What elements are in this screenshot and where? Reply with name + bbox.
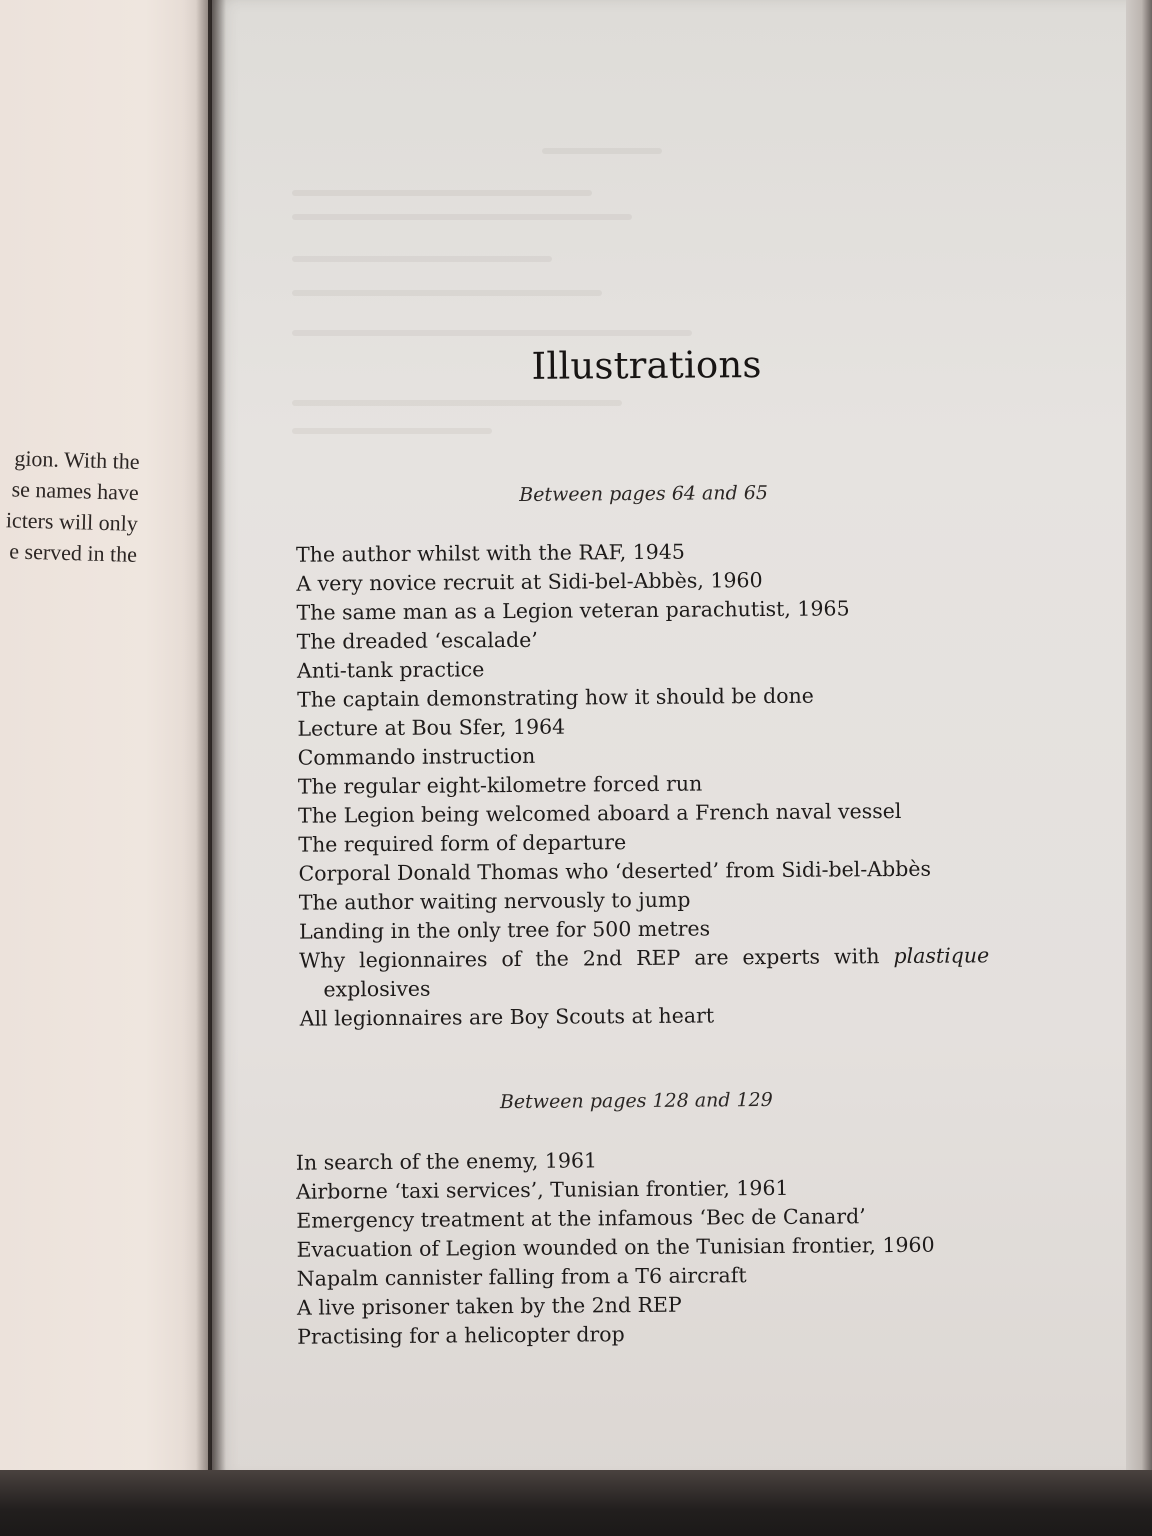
section-subtitle: Between pages 128 and 129 <box>499 1088 773 1114</box>
word: the <box>535 946 569 971</box>
illustration-list <box>296 1144 936 1352</box>
list-item: The Legion being welcomed aboard a French naval vessel <box>298 798 902 828</box>
list-item: A very novice recruit at Sidi-bel-Abbès, 1960 <box>296 568 763 596</box>
list-item: The dreaded ‘escalade’ <box>296 627 538 654</box>
list-item: A live prisoner taken by the 2nd REP <box>296 1292 682 1320</box>
list-item: Lecture at Bou Sfer, 1964 <box>297 714 566 741</box>
italic-word: plastique <box>893 943 990 969</box>
list-item: Corporal Donald Thomas who ‘deserted’ from Sidi-bel-Abbès <box>298 856 932 886</box>
list-item: The author whilst with the RAF, 1945 <box>295 539 685 567</box>
list-item-wrapped <box>299 941 989 1004</box>
word: are <box>694 945 729 970</box>
word: with <box>833 944 880 969</box>
word: experts <box>742 944 821 970</box>
list-item: Evacuation of Legion wounded on the Tunisian frontier, 1960 <box>296 1232 935 1262</box>
word: legionnaires <box>358 947 488 973</box>
list-item: All legionnaires are Boy Scouts at heart <box>299 1003 715 1031</box>
page-title: Illustrations <box>531 343 762 388</box>
left-line: icters will only <box>5 507 139 536</box>
list-item: The same man as a Legion veteran parachutist, 1965 <box>296 596 850 625</box>
list-item: Commando instruction <box>297 743 536 770</box>
left-line: e served in the <box>8 538 138 567</box>
list-item: The captain demonstrating how it should be done <box>297 683 814 712</box>
list-item: Emergency treatment at the infamous ‘Bec de Canard’ <box>296 1204 866 1233</box>
word: Why <box>299 948 346 973</box>
wrapped-line-continuation: explosives <box>323 976 431 1002</box>
left-line: se names have <box>11 476 140 505</box>
list-item: The required form of departure <box>298 830 627 857</box>
word: of <box>501 946 522 972</box>
list-item: The author waiting nervously to jump <box>298 887 691 915</box>
list-item: Airborne ‘taxi services’, Tunisian frontier, 1961 <box>295 1175 789 1204</box>
word: REP <box>636 945 681 971</box>
list-item: Practising for a helicopter drop <box>297 1322 625 1349</box>
list-item: Anti-tank practice <box>296 657 485 683</box>
section-subtitle: Between pages 64 and 65 <box>519 481 769 506</box>
illustration-list <box>296 535 990 1033</box>
list-item: Landing in the only tree for 500 metres <box>298 916 711 944</box>
word: 2nd <box>582 946 623 971</box>
list-item: The regular eight-kilometre forced run <box>297 771 703 799</box>
list-item: In search of the enemy, 1961 <box>295 1148 598 1175</box>
list-item: Napalm cannister falling from a T6 aircraft <box>296 1263 747 1291</box>
left-line: gion. With the <box>14 445 140 474</box>
